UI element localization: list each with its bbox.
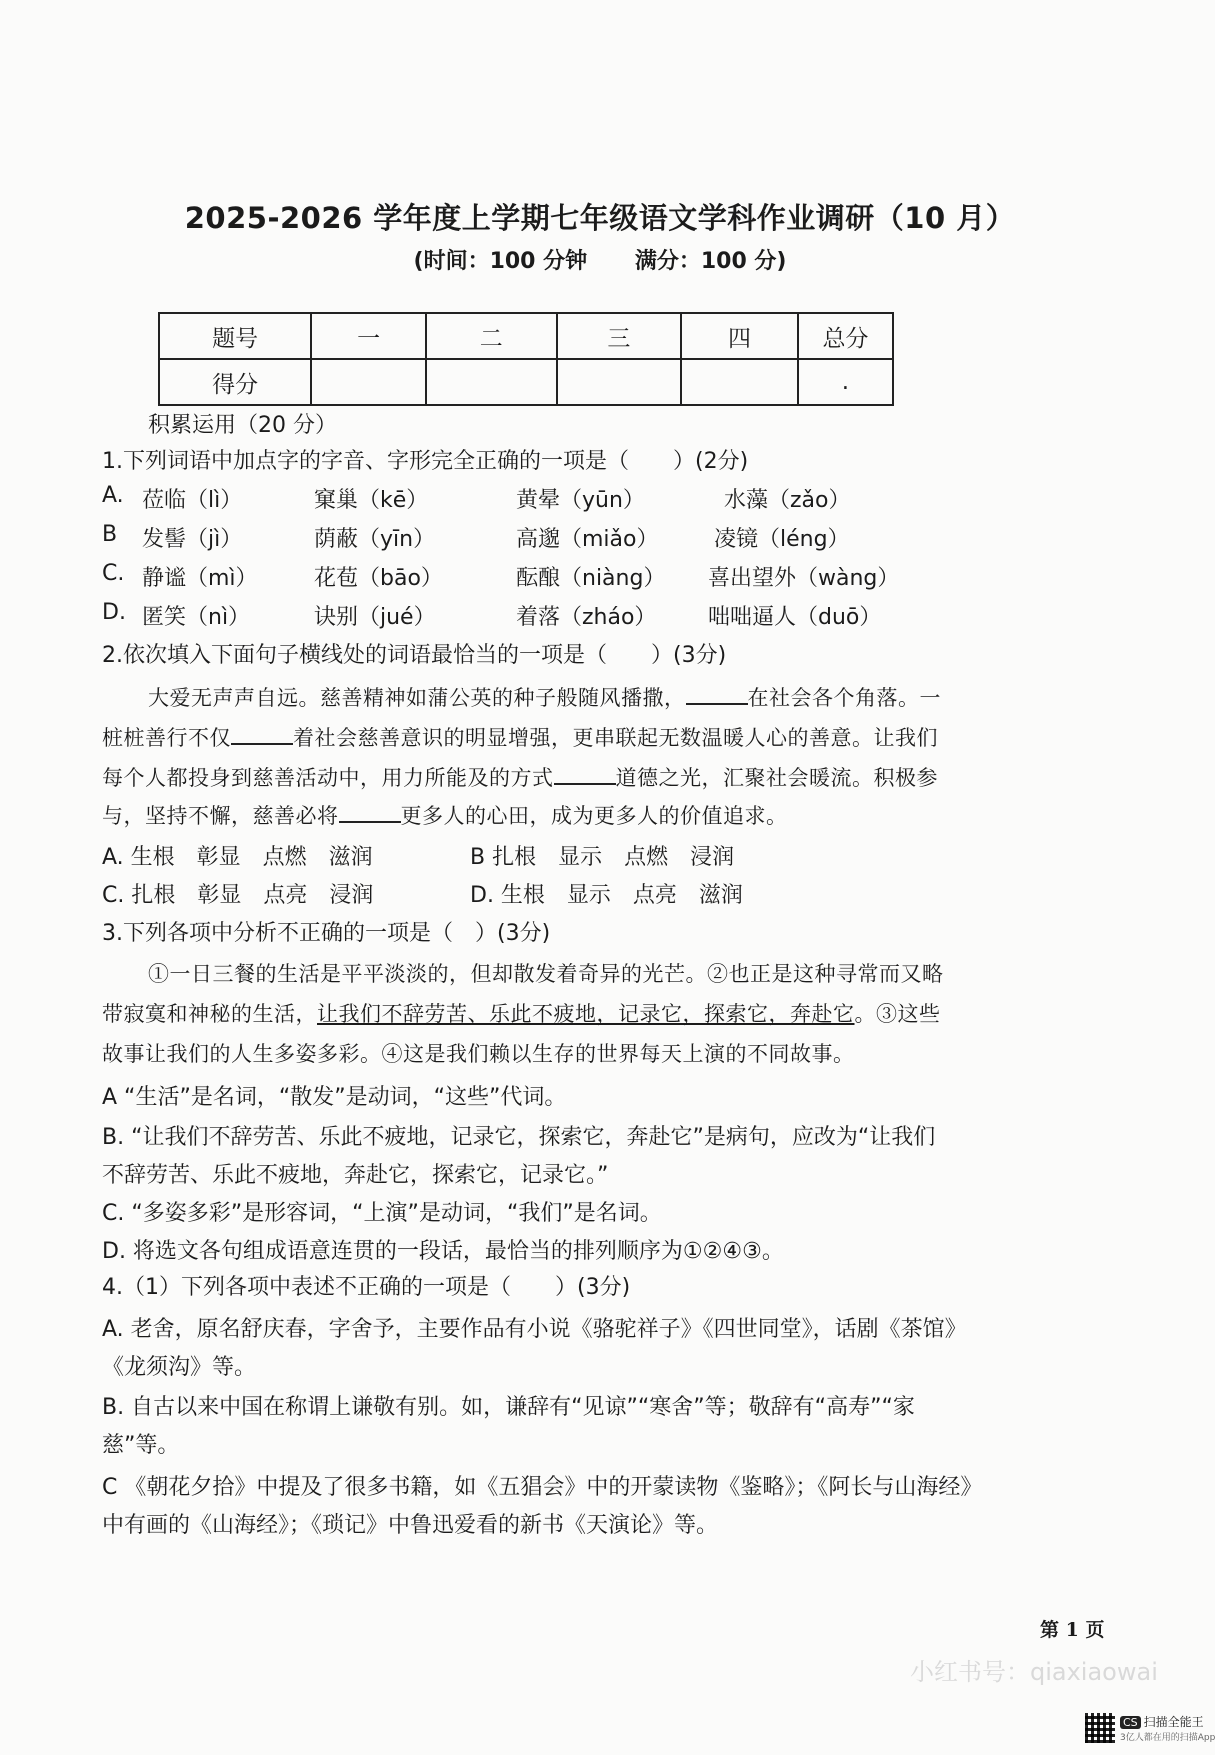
q4-option-b: B. 自古以来中国在称谓上谦敬有别。如，谦辞有“见谅”“寒舍”等；敬辞有“高寿”“家: [102, 1395, 915, 1420]
q2-option-d: D. 生根 显示 点亮 滋润: [470, 883, 743, 908]
option-word: 凌镜（léng）: [714, 527, 850, 552]
exam-subtitle: [0, 244, 1200, 275]
score-cell: .: [798, 359, 893, 405]
option-word: 莅临（lì）: [142, 488, 243, 513]
option-word: 窠巢（kē）: [314, 488, 429, 513]
option-word: 静谧（mì）: [142, 566, 258, 591]
score-cell: 总分: [798, 313, 893, 359]
option-word: 匿笑（nì）: [142, 605, 251, 630]
q3-passage-line: 故事让我们的人生多姿多彩。④这是我们赖以生存的世界每天上演的不同故事。: [102, 1042, 855, 1066]
cs-logo-icon: CS: [1120, 1716, 1141, 1729]
scanner-app-logo: [1120, 1713, 1204, 1730]
option-word: 咄咄逼人（duō）: [708, 605, 882, 630]
passage-text: 桩桩善行不仅: [102, 726, 231, 750]
q2-passage-line: [102, 722, 938, 752]
option-letter: D.: [102, 600, 126, 625]
section-heading: 积累运用（20 分）: [148, 413, 337, 438]
q3-option-c: C. “多姿多彩”是形容词，“上演”是动词，“我们”是名词。: [102, 1201, 662, 1226]
q2-stem: 2.依次填入下面句子横线处的词语最恰当的一项是（ ）(3分): [102, 643, 727, 668]
score-cell: 得分: [159, 359, 311, 405]
option-word: 水藻（zǎo）: [724, 488, 851, 513]
passage-text: 带寂寞和神秘的生活，: [102, 1002, 317, 1026]
option-word: 花苞（bāo）: [314, 566, 443, 591]
score-cell: [681, 359, 798, 405]
fill-blank: [554, 765, 616, 785]
passage-text: 道德之光，汇聚社会暖流。积极参: [615, 766, 938, 790]
passage-text: 大爱无声声自远。慈善精神如蒲公英的种子般随风播撒，: [148, 686, 686, 710]
watermark: 小红书号：qiaxiaowai: [910, 1658, 1158, 1686]
option-word: 黄晕（yūn）: [516, 488, 645, 513]
exam-title: 2025-2026 学年度上学期七年级语文学科作业调研（10 月）: [184, 201, 1016, 235]
q1-stem: 1.下列词语中加点字的字音、字形完全正确的一项是（ ）(2分): [102, 449, 749, 474]
score-cell: 三: [557, 313, 682, 359]
option-word: 诀别（jué）: [314, 605, 436, 630]
option-word: 着落（zháo）: [516, 605, 657, 630]
option-letter: B: [102, 522, 118, 547]
fill-blank: [231, 725, 293, 745]
passage-text: 着社会慈善意识的明显增强，更串联起无数温暖人心的善意。让我们: [293, 726, 938, 750]
q4-option-a-cont: 《龙须沟》等。: [102, 1355, 257, 1380]
score-cell: [426, 359, 557, 405]
q3-option-a: A “生活”是名词，“散发”是动词，“这些”代词。: [102, 1085, 567, 1110]
option-letter: C.: [102, 561, 125, 586]
score-table-score-row: [159, 359, 893, 405]
q2-passage-line: [102, 800, 788, 830]
app-tagline: 3亿人都在用的扫描App: [1120, 1733, 1215, 1743]
q3-stem: 3.下列各项中分析不正确的一项是（ ）(3分): [102, 921, 551, 946]
q2-option-a: A. 生根 彰显 点燃 滋润: [102, 845, 373, 870]
score-table: [158, 312, 894, 406]
q4-option-b-cont: 慈”等。: [102, 1433, 180, 1458]
option-word: 发髻（jì）: [142, 527, 243, 552]
option-word: 高邈（miǎo）: [516, 527, 659, 552]
passage-text: 更多人的心田，成为更多人的价值追求。: [400, 804, 788, 828]
score-cell: 题号: [159, 313, 311, 359]
q2-option-c: C. 扎根 彰显 点亮 浸润: [102, 883, 374, 908]
q1-option-a: [102, 483, 1102, 513]
underlined-sentence: 让我们不辞劳苦、乐此不疲地，记录它，探索它，奔赴它: [317, 1002, 855, 1026]
passage-text: 。③这些: [854, 1002, 941, 1026]
q3-option-b: B. “让我们不辞劳苦、乐此不疲地，记录它，探索它，奔赴它”是病句，应改为“让我们: [102, 1125, 936, 1150]
option-word: 荫蔽（yīn）: [314, 527, 436, 552]
score-cell: 二: [426, 313, 557, 359]
fill-blank: [339, 803, 401, 823]
score-cell: [311, 359, 426, 405]
q4-option-c-cont: 中有画的《山海经》；《琐记》中鲁迅爱看的新书《天演论》等。: [102, 1513, 719, 1538]
full-score: 满分：100 分): [634, 249, 787, 274]
score-cell: 一: [311, 313, 426, 359]
q3-passage-line: ①一日三餐的生活是平平淡淡的，但却散发着奇异的光芒。②也正是这种寻常而又略: [148, 962, 944, 986]
passage-text: 在社会各个角落。一: [747, 686, 941, 710]
passage-text: 每个人都投身到慈善活动中，用力所能及的方式: [102, 766, 554, 790]
q2-passage-line: [102, 762, 938, 792]
q4-option-a: A. 老舍，原名舒庆春，字舍予，主要作品有小说《骆驼祥子》《四世同堂》，话剧《茶馆》: [102, 1317, 967, 1342]
q2-option-b: B 扎根 显示 点燃 浸润: [470, 845, 735, 870]
app-name: 扫描全能王: [1143, 1715, 1204, 1729]
q1-option-d: [102, 600, 1102, 630]
score-cell: [557, 359, 682, 405]
q2-passage-line: [148, 682, 941, 712]
q1-option-c: [102, 561, 1102, 591]
q3-option-b-cont: 不辞劳苦、乐此不疲地，奔赴它，探索它，记录它。”: [102, 1163, 609, 1188]
time-limit: (时间：100 分钟: [413, 249, 588, 274]
option-word: 喜出望外（wàng）: [708, 566, 900, 591]
q1-option-b: [102, 522, 1102, 552]
passage-text: 与，坚持不懈，慈善必将: [102, 804, 339, 828]
q4-option-c: C 《朝花夕拾》中提及了很多书籍，如《五猖会》中的开蒙读物《鉴略》；《阿长与山海经》: [102, 1475, 983, 1500]
option-word: 酝酿（niàng）: [516, 566, 666, 591]
fill-blank: [686, 685, 748, 705]
score-table-header-row: [159, 313, 893, 359]
q3-option-d: D. 将选文各句组成语意连贯的一段话，最恰当的排列顺序为①②④③。: [102, 1239, 784, 1264]
qr-code-icon: [1085, 1713, 1115, 1743]
page-number: 第 1 页: [1040, 1619, 1105, 1641]
option-letter: A.: [102, 483, 124, 508]
q3-passage-line: [102, 998, 941, 1028]
q4-stem: 4.（1）下列各项中表述不正确的一项是（ ）(3分): [102, 1275, 631, 1300]
score-cell: 四: [681, 313, 798, 359]
